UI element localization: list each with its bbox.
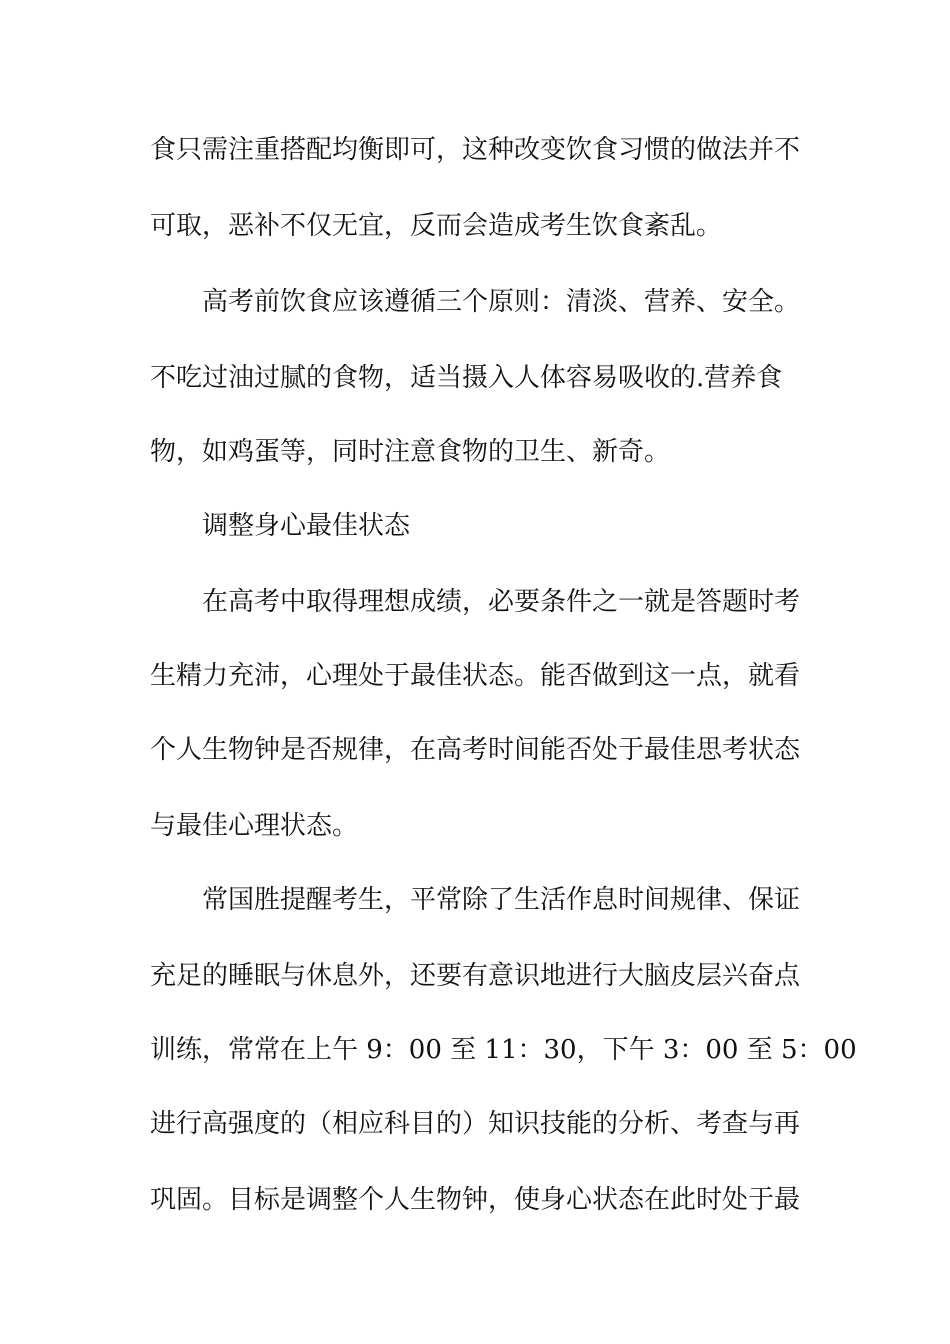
text-line: 物，如鸡蛋等，同时注意食物的卫生、新奇。 bbox=[150, 437, 671, 467]
paragraph-start-line: 在高考中取得理想成绩，必要条件之一就是答题时考 bbox=[202, 587, 801, 617]
text-line: 不吃过油过腻的食物，适当摄入人体容易吸收的.营养食 bbox=[150, 363, 783, 393]
text-line: 巩固。目标是调整个人生物钟，使身心状态在此时处于最 bbox=[150, 1185, 801, 1215]
paragraph-start-line: 高考前饮食应该遵循三个原则：清淡、营养、安全。 bbox=[202, 287, 801, 317]
text-line: 食只需注重搭配均衡即可，这种改变饮食习惯的做法并不 bbox=[150, 135, 801, 165]
text-line: 与最佳心理状态。 bbox=[150, 811, 359, 841]
text-line: 生精力充沛，心理处于最佳状态。能否做到这一点，就看 bbox=[150, 661, 801, 691]
text-line: 可取，恶补不仅无宜，反而会造成考生饮食紊乱。 bbox=[150, 211, 723, 241]
section-heading: 调整身心最佳状态 bbox=[202, 511, 411, 541]
text-line: 进行高强度的（相应科目的）知识技能的分析、考查与再 bbox=[150, 1109, 801, 1139]
paragraph-start-line: 常国胜提醒考生，平常除了生活作息时间规律、保证 bbox=[202, 885, 801, 915]
text-line: 训练，常常在上午 9：00 至 11：30，下午 3：00 至 5：00 bbox=[150, 1035, 857, 1065]
text-line: 充足的睡眠与休息外，还要有意识地进行大脑皮层兴奋点 bbox=[150, 961, 801, 991]
text-line: 个人生物钟是否规律，在高考时间能否处于最佳思考状态 bbox=[150, 735, 801, 765]
